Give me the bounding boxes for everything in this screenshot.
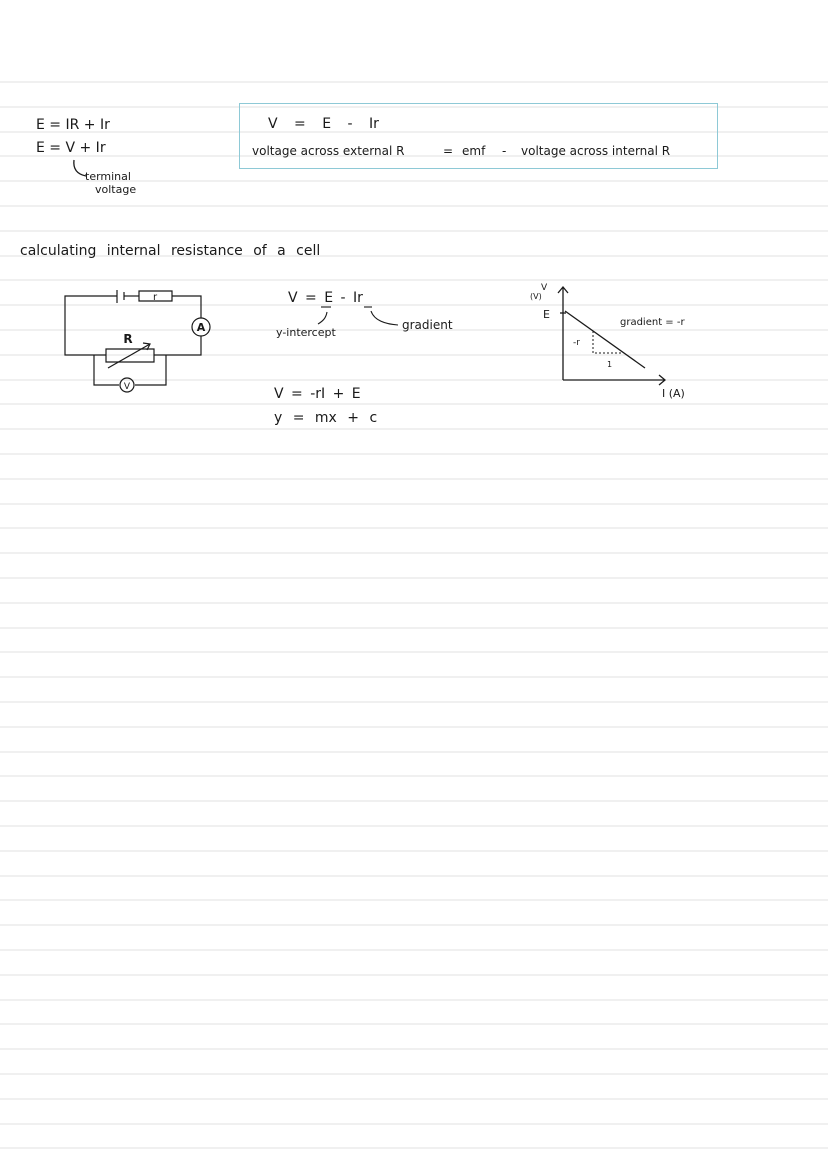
emf-equation-2: E = V + Ir <box>36 140 106 156</box>
linear-equation: y = mx + c <box>274 410 378 426</box>
variable-resistor-label: R <box>123 332 133 346</box>
y-axis-label: V <box>541 283 548 293</box>
voltage-label: voltage <box>95 183 137 196</box>
ammeter-label: A <box>196 321 206 334</box>
section-heading: calculating internal resistance of a cell <box>20 243 321 259</box>
boxed-equation <box>239 103 718 169</box>
gradient-note: gradient = -r <box>620 317 685 328</box>
x-axis-label: I (A) <box>662 387 685 400</box>
rise-label: -r <box>573 338 580 348</box>
gradient-label: gradient <box>402 318 453 332</box>
boxed-equals: = <box>443 144 454 158</box>
emf-equation-1: E = IR + Ir <box>36 117 110 133</box>
boxed-emf: emf <box>462 144 486 158</box>
boxed-equation-symbolic: V = E - Ir <box>268 116 379 132</box>
boxed-minus: - <box>502 144 507 158</box>
rearranged-equation: V = -rI + E <box>274 386 361 402</box>
intercept-label: E <box>543 308 550 321</box>
y-intercept-label: y-intercept <box>276 326 336 339</box>
circuit-diagram <box>55 283 220 395</box>
boxed-lhs: voltage across external R <box>252 144 405 158</box>
terminal-label: terminal <box>85 170 131 183</box>
resistor-r-label: r <box>152 292 158 303</box>
main-equation: V = E - Ir <box>288 290 363 306</box>
run-label: 1 <box>607 360 613 369</box>
voltmeter-label: V <box>123 382 131 392</box>
y-axis-unit: (V) <box>530 292 542 301</box>
voltage-current-graph <box>525 280 700 400</box>
boxed-rhs: voltage across internal R <box>521 144 671 158</box>
